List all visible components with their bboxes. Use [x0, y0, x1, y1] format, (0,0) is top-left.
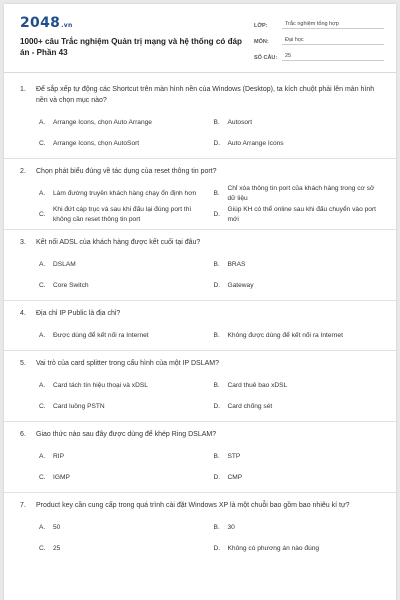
question-text: Kết nối ADSL của khách hàng được kết cuối tại đâu?	[36, 239, 201, 246]
option-text: Card tách tín hiệu thoại và xDSL	[53, 381, 148, 389]
answer-options	[20, 319, 380, 350]
question-header	[20, 429, 380, 440]
option-letter: A.	[39, 260, 46, 268]
question-item	[4, 429, 396, 493]
option-letter: C.	[39, 210, 46, 218]
question-text: Giao thức nào sau đây được dùng để khép Ring DSLAM?	[36, 431, 217, 438]
option-text: 50	[53, 523, 61, 531]
question-text: Để sắp xếp tự động các Shortcut trên màn hình nền của Windows (Desktop), ta kích chuột phải lên màn hình nền và chọn mục nào?	[36, 86, 375, 104]
option-letter: A.	[39, 118, 46, 126]
option-letter: B.	[213, 118, 220, 126]
answer-option[interactable]	[39, 517, 206, 538]
option-text: DSLAM	[53, 260, 76, 268]
option-letter: A.	[39, 189, 46, 197]
meta-value: Trắc nghiệm tổng hợp	[282, 21, 384, 29]
option-letter: D.	[213, 139, 221, 147]
option-letter: B.	[213, 523, 220, 531]
meta-subject-row	[254, 32, 384, 45]
option-letter: C.	[39, 544, 46, 552]
worksheet-meta	[254, 16, 384, 64]
question-header	[20, 358, 380, 369]
option-letter: A.	[39, 452, 46, 460]
answer-option[interactable]	[214, 538, 381, 559]
answer-option[interactable]	[39, 538, 206, 559]
worksheet-header	[4, 4, 396, 73]
option-text: Core Switch	[53, 281, 89, 289]
option-text: IGMP	[53, 473, 70, 481]
question-number: 2.	[20, 168, 26, 175]
answer-options	[20, 177, 380, 229]
option-text: STP	[227, 452, 241, 460]
answer-option[interactable]	[39, 254, 206, 275]
answer-option[interactable]	[214, 254, 381, 275]
question-number: 5.	[20, 360, 26, 367]
option-text: BRAS	[227, 260, 246, 268]
question-header	[20, 166, 380, 177]
option-letter: B.	[213, 452, 220, 460]
answer-option[interactable]	[39, 204, 206, 225]
meta-value: 25	[282, 53, 384, 61]
question-text: Vai trò của card splitter trong cấu hình của một IP DSLAM?	[36, 360, 219, 367]
option-text: Giúp KH có thể online sau khi đấu chuyển vào port mới	[227, 205, 376, 223]
question-text: Product key cần cung cấp trong quá trình cài đặt Windows XP là một chuỗi bao gồm bao nhiêu kí tự?	[36, 502, 350, 509]
answer-option[interactable]	[39, 325, 206, 346]
option-text: Không được dùng để kết nối ra Internet	[227, 331, 343, 339]
option-letter: C.	[39, 402, 46, 410]
answer-option[interactable]	[214, 396, 381, 417]
answer-option[interactable]	[214, 275, 381, 296]
answer-option[interactable]	[39, 275, 206, 296]
option-text: 25	[53, 544, 61, 552]
answer-option[interactable]	[214, 375, 381, 396]
meta-class-row	[254, 16, 384, 29]
answer-option[interactable]	[214, 325, 381, 346]
question-header	[20, 237, 380, 248]
option-letter: C.	[39, 281, 46, 289]
option-text: Arrange Icons, chọn AutoSort	[53, 139, 140, 147]
option-text: Gateway	[227, 281, 254, 289]
option-letter: A.	[39, 331, 46, 339]
answer-options	[20, 511, 380, 563]
option-text: Card chống sét	[227, 402, 273, 410]
question-text: Chọn phát biểu đúng về tác dụng của reset thông tin port?	[36, 168, 217, 175]
question-item	[4, 237, 396, 301]
answer-option[interactable]	[39, 396, 206, 417]
option-letter: D.	[213, 281, 221, 289]
logo-tld: .vn	[61, 22, 73, 29]
answer-option[interactable]	[214, 204, 381, 225]
question-number: 3.	[20, 239, 26, 246]
answer-option[interactable]	[214, 133, 381, 154]
answer-option[interactable]	[39, 446, 206, 467]
answer-option[interactable]	[214, 112, 381, 133]
option-text: Card thuê bao xDSL	[227, 381, 288, 389]
option-text: Autosort	[227, 118, 253, 126]
question-header	[20, 308, 380, 319]
option-text: CMP	[227, 473, 243, 481]
answer-option[interactable]	[214, 517, 381, 538]
option-text: Chỉ xóa thông tin port của khách hàng trong cơ sở dữ liệu	[227, 184, 375, 202]
option-text: Khi đứt cáp trục và sau khi đấu lại đúng port thì không cần reset thông tin port	[53, 205, 192, 223]
answer-option[interactable]	[39, 375, 206, 396]
option-letter: B.	[213, 260, 220, 268]
question-text: Địa chỉ IP Public là địa chỉ?	[36, 310, 121, 317]
option-text: Auto Arrange Icons	[227, 139, 284, 147]
question-item	[4, 358, 396, 422]
answer-options	[20, 440, 380, 492]
answer-option[interactable]	[214, 446, 381, 467]
option-letter: A.	[39, 381, 46, 389]
question-list	[4, 84, 396, 570]
logo-text: 2048	[20, 15, 61, 31]
question-header	[20, 500, 380, 511]
option-text: Card luồng PSTN	[53, 402, 105, 410]
worksheet-title: 1000+ câu Trắc nghiệm Quản trị mạng và hệ thống có đáp án - Phần 43	[20, 37, 242, 57]
question-number: 4.	[20, 310, 26, 317]
answer-option[interactable]	[39, 183, 206, 204]
meta-count-row	[254, 48, 384, 61]
option-letter: C.	[39, 139, 46, 147]
meta-value: Đại học	[282, 37, 384, 45]
option-text: Làm đường truyền khách hàng chạy ổn định hơn	[53, 189, 197, 197]
answer-options	[20, 106, 380, 158]
question-item	[4, 308, 396, 351]
option-letter: D.	[213, 210, 221, 218]
question-number: 1.	[20, 86, 26, 93]
option-text: Được dùng để kết nối ra Internet	[53, 331, 149, 339]
answer-option[interactable]	[39, 133, 206, 154]
option-letter: B.	[213, 189, 220, 197]
meta-label: SỐ CÂU:	[254, 55, 278, 61]
option-letter: D.	[213, 544, 221, 552]
option-letter: B.	[213, 331, 220, 339]
answer-option[interactable]	[214, 183, 381, 204]
question-item	[4, 500, 396, 563]
answer-options	[20, 369, 380, 421]
question-number: 6.	[20, 431, 26, 438]
worksheet-page	[4, 4, 396, 600]
question-header	[20, 84, 380, 106]
option-letter: B.	[213, 381, 220, 389]
option-text: 30	[227, 523, 235, 531]
question-item	[4, 84, 396, 159]
answer-option[interactable]	[39, 467, 206, 488]
site-logo[interactable]	[20, 15, 73, 31]
answer-option[interactable]	[214, 467, 381, 488]
answer-options	[20, 248, 380, 300]
option-text: Không có phương án nào đúng	[227, 544, 320, 552]
question-item	[4, 166, 396, 230]
option-text: Arrange Icons, chọn Auto Arrange	[53, 118, 152, 126]
option-letter: D.	[213, 473, 221, 481]
option-text: RIP	[53, 452, 64, 460]
meta-label: LỚP:	[254, 23, 268, 29]
question-number: 7.	[20, 502, 26, 509]
option-letter: A.	[39, 523, 46, 531]
meta-label: MÔN:	[254, 39, 269, 45]
option-letter: D.	[213, 402, 221, 410]
option-letter: C.	[39, 473, 46, 481]
answer-option[interactable]	[39, 112, 206, 133]
